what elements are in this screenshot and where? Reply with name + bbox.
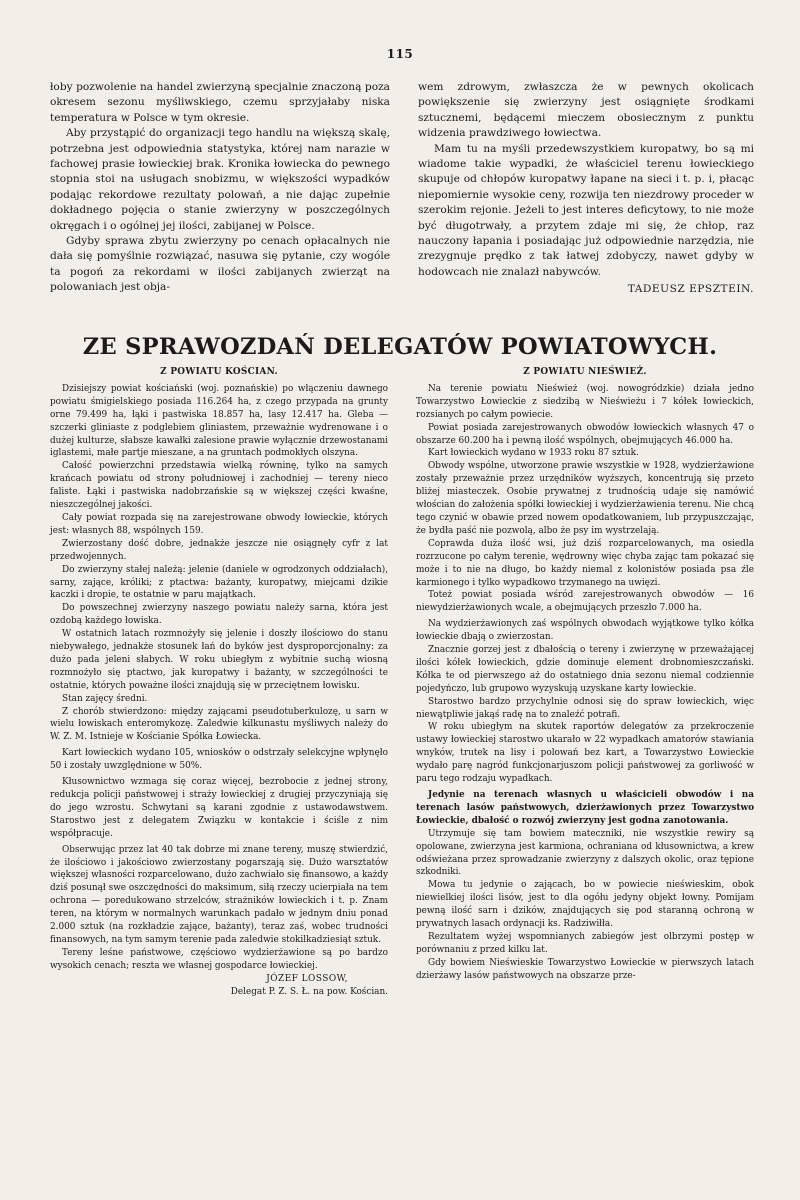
paragraph: Całość powierzchni przedstawia wielką równinę, tylko na samych krańcach powiatu od strony południowej i zachodniej — tereny nieco faliste. Łąki i pastwiska nadobrzańskie są w większej części kwaśne, nieszczególnej jakości. — [50, 461, 388, 511]
paragraph: Do zwierzyny stałej należą: jelenie (daniele w ogrodzonych oddziałach), sarny, zające, króliki; z ptactwa: bażanty, kuropatwy, miejcami dzikie kaczki i dropie, te ostatnie w paru majątkach. — [50, 564, 388, 601]
page-number: 115 — [386, 47, 414, 61]
paragraph: Z chorób stwierdzono: między zającami pseudotuberkulozę, u sarn w wielu łowiskach enteromykozę. Zaledwie kilkunastu myśliwych należy do W. Z. M. Istnieje w Kościanie Spółka Łowiecka. — [50, 706, 388, 743]
article-author: TADEUSZ EPSZTEIN. — [627, 283, 754, 296]
article-column-right — [418, 80, 754, 298]
paragraph: Kłusownictwo wzmaga się coraz więcej, bezrobocie z jednej strony, redukcja policji państwowej i straży łowieckiej z drugiej przyczyniają się do jego wzrostu. Schwytani są karani zgodnie z ustawodawstwem. Starostwo jest z delegatem Związku w kontakcie i ściśle z nim współpracuje. — [50, 777, 388, 839]
paragraph: W roku ubiegłym na skutek raportów delegatów za przekroczenie ustawy łowieckiej starostwo ukarało w 22 wypadkach amatorów stawiania wnyków, trutek na lisy i polowań bez kart, a Towarzystwo Łowieckie wydało parę nagród funkcjonarjuszom policji państwowej za gorliwość w paru tego rodzaju wypadkach. — [416, 722, 754, 785]
paragraph: Obserwując przez lat 40 tak dobrze mi znane tereny, muszę stwierdzić, że ilościowo i jakościowo zwierzostany pogarszają się. Dużo warsztatów większej własności rozparcelowano, dużo zachwiało się finansowo, a każdy dziś posunął swe oszczędności do maksimum, siłą rzeczy ucierpiała na tem ochrona — poredukowano strzelców, strażników łowieckich i t. p. Znam teren, na którym w normalnych warunkach padało w jednym dniu ponad 2.000 sztuk (na rozkładzie zające, bażanty), teraz zaś, wobec trudności finansowych, na tym samym terenie pada zaledwie stokilkadziesiąt sztuk. — [50, 844, 388, 945]
paragraph: Mowa tu jedynie o zającach, bo w powiecie nieświeskim, obok niewielkiej ilości lisów, jest to dla ogółu jedyny objekt łowny. Pomijam pewną ilość sarn i dzików, znajdujących się pod staranną ochroną w prywatnych lasach ordynacji ks. Radziwiłła. — [416, 880, 754, 930]
signature-role: Delegat P. Z. S. Ł. na pow. Kościan. — [230, 986, 388, 997]
paragraph: Znacznie gorzej jest z dbałością o tereny i zwierzynę w przeważającej ilości kółek łowieckich, gdzie dominuje element drobnomieszczański. Kółka te od pierwszego aż do ostatniego dnia sezonu niemal codziennie pojedyńczo, lub grupowo wyzyskują uzyskane karty łowieckie. — [416, 645, 754, 694]
paragraph-bold: Jedynie na terenach własnych u właścicieli obwodów i na terenach lasów państwowych, dzierżawionych przez Towarzystwo Łowieckie, dbałość o rozwój zwierzyny jest godna zanotowania. — [416, 790, 754, 826]
paragraph: Stan zajęcy średni. — [62, 693, 148, 704]
report-koscian — [50, 366, 388, 999]
paragraph: Na wydzierżawionych zaś wspólnych obwodach wyjątkowe tylko kółka łowieckie dbają o zwierzostan. — [416, 619, 754, 643]
paragraph: Do powszechnej zwierzyny naszego powiatu należy sarna, która jest ozdobą każdego łowiska. — [50, 603, 388, 627]
paragraph: Dzisiejszy powiat kościański (woj. poznańskie) po włączeniu dawnego powiatu śmigielskiego posiada 116.264 ha, z czego przypada na grunty orne 79.499 ha, łąki i pastwiska 18.857 ha, lasy 12.417 ha. Gleba — szczerki gliniaste z podglebiem gliniastem, przeważnie wydrenowane i o dużej kulturze, słabsze kawałki zalesione prawie wyłącznie drzewostanami iglastemi, małe partje mieszane, a na gruntach podmokłych olszyna. — [50, 383, 388, 459]
paragraph: Obwody wspólne, utworzone prawie wszystkie w 1928, wydzierżawione zostały przeważnie przez urzędników wyższych, koncentrują się przeto bliżej miasteczek. Osobie prywatnej z trudnością udaje się namówić włościan do założenia spółki łowieckiej i wydzierżawienia terenu. Nie chcą tego czynić w obawie przed nowem opodatkowaniem, lub przypuszczając, że bydła paść nie pozwolą, albo że psy im wystrzelają. — [416, 461, 754, 536]
paragraph: Na terenie powiatu Nieśwież (woj. nowogródzkie) działa jedno Towarzystwo Łowieckie z siedzibą w Nieświeżu i 7 kółek łowieckich, rozsianych po całym powiecie. — [416, 383, 754, 420]
paragraph: Mam tu na myśli przedewszystkiem kuropatwy, bo są mi wiadome takie wypadki, że właściciel terenu łowieckiego skupuje od chłopów kuropatwy łapane na sieci i t. p. i, płacąc niepomiernie wysokie ceny, rozwija ten niezdrowy proceder w szerokim rejonie. Jeżeli to jest interes deficytowy, to nie może być długotrwały, a przytem zdaje mi się, że chłop, raz nauczony łapania i posiadając już odpowiednie narzędzia, nie zrezygnuje prędko z tak łatwej zdobyczy, nawet gdyby w hodowcach nie znalazł nabywców. — [418, 142, 754, 278]
paragraph: Toteż powiat posiada wśród zarejestrowanych obwodów — 16 niewydzierżawionych wcale, a obejmujących przeszło 7.000 ha. — [416, 590, 754, 614]
paragraph: Gdyby sprawa zbytu zwierzyny po cenach opłacalnych nie dała się pomyślnie rozwiązać, nasuwa się pytanie, czy wogóle ta pogoń za rekordami w ilości zabijanych zwierząt na polowaniach jest obja- — [50, 235, 390, 294]
paragraph: Kart łowieckich wydano 105, wniosków o odstrzały selekcyjne wpłynęło 50 i zostały uwzględnione w 50%. — [50, 748, 388, 772]
article-column-left — [50, 80, 390, 296]
report-heading: Z POWIATU KOŚCIAN. — [160, 367, 278, 377]
paragraph: W ostatnich latach rozmnożyły się jelenie i doszły ilościowo do stanu niebywałego, jednakże stosunek łań do byków jest dysproporcjonalny: za dużo pada jeleni słabych. W roku ubiegłym z wybitnie suchą wiosną rozmnożyło się ptactwo, jak kuropatwy i bażanty, w szczególności te ostatnie, których poważne ilości znajdują się w przeciętnem łowisku. — [50, 629, 388, 691]
paragraph: Powiat posiada zarejestrowanych obwodów łowieckich własnych 47 o obszarze 60.200 ha i pewną ilość wspólnych, obejmujących 46.000 ha. — [416, 422, 754, 446]
paragraph: Rezultatem wyżej wspomnianych zabiegów jest olbrzymi postęp w porównaniu z przed kilku lat. — [416, 931, 754, 955]
report-heading: Z POWIATU NIEŚWIEŻ. — [523, 367, 647, 377]
paragraph: Tereny leśne państwowe, częściowo wydzierżawione są po bardzo wysokich cenach; reszta we własnej gospodarce łowieckiej. — [50, 947, 388, 971]
paragraph: łoby pozwolenie na handel zwierzyną specjalnie znaczoną poza okresem sezonu myśliwskiego, czemu sprzyjałaby niska temperatura w Polsce w tym okresie. — [50, 81, 390, 124]
paragraph: Kart łowieckich wydano w 1933 roku 87 sztuk. — [428, 448, 639, 459]
paragraph: Aby przystąpić do organizacji tego handlu na większą skalę, potrzebna jest odpowiednia statystyka, której nam narazie w fachowej prasie łowieckiej brak. Kronika łowiecka do pewnego stopnia stoi na usługach snobizmu, w większości wypadków podając rekordowe rezultaty polowań, a nie dając zupełnie dokładnego pojęcia o stanie zwierzyny w poszczególnych okręgach i o ogólnej jej ilości, zabijanej w Polsce. — [50, 127, 390, 232]
paragraph: Coprawda duża ilość wsi, już dziś rozparcelowanych, ma osiedla rozrzucone po całym terenie, wędrowny więc chyba zając tam pokazać się może i to nie na długo, bo każdy niemal z kolonistów posiada psa źle karmionego i tylko wypadkowo trzymanego na uwięzi. — [416, 538, 754, 588]
report-nieswiez — [416, 366, 754, 983]
section-title: ZE SPRAWOZDAŃ DELEGATÓW POWIATOWYCH. — [82, 334, 718, 360]
paragraph: Zwierzostany dość dobre, jednakże jeszcze nie osiągnęły cyfr z lat przedwojennych. — [50, 538, 388, 562]
paragraph: Gdy bowiem Nieświeskie Towarzystwo Łowieckie w pierwszych latach dzierżawy lasów państwowych na obszarze prze- — [416, 957, 754, 981]
paragraph: Starostwo bardzo przychylnie odnosi się do spraw łowieckich, więc niewątpliwie jakąś radę na to znaleźć potrafi. — [416, 696, 754, 720]
paragraph: Utrzymuje się tam bowiem mateczniki, nie wszystkie rewiry są opolowane, zwierzyna jest karmiona, ochraniana od kłusownictwa, a krew odświeżana przez sprowadzanie zwierzyny z dalszych okolic, oraz tępione szkodniki. — [416, 828, 754, 878]
signature-name: JÓZEF LOSSOW, — [266, 973, 348, 984]
paragraph: wem zdrowym, zwłaszcza że w pewnych okolicach powiększenie się zwierzyny jest osiągnięte środkami sztucznemi, będącemi mieczem obosiecznym z punktu widzenia prawdziwego łowiectwa. — [418, 81, 754, 140]
paragraph: Cały powiat rozpada się na zarejestrowane obwody łowieckie, których jest: własnych 88, wspólnych 159. — [50, 512, 388, 536]
